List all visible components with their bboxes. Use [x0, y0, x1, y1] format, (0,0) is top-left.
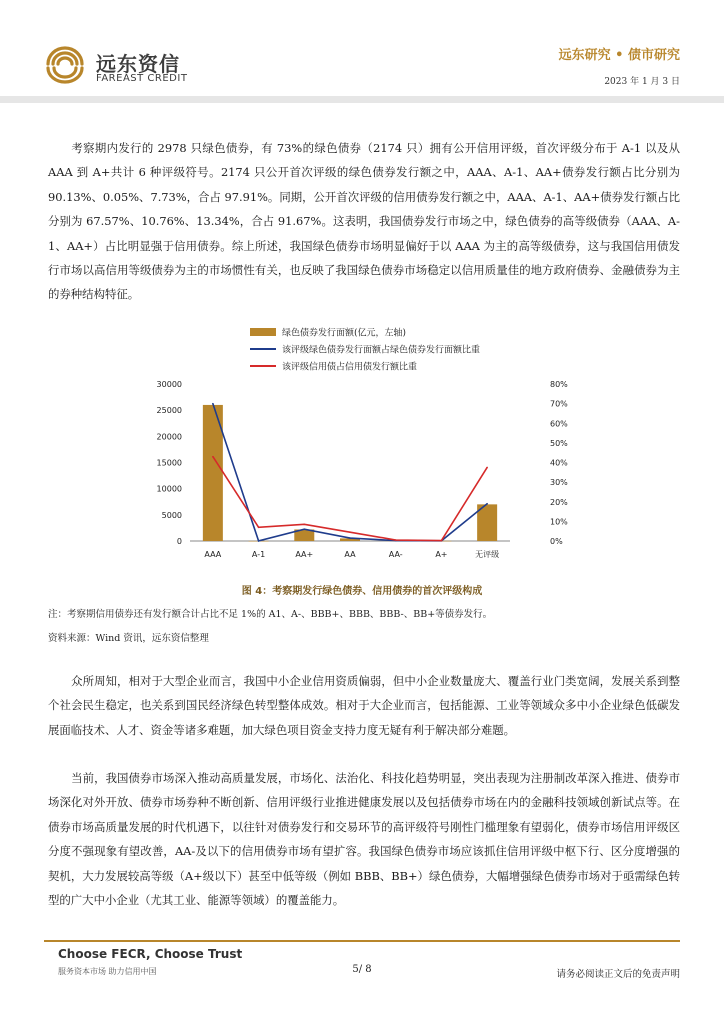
series-point-0	[212, 403, 214, 405]
report-section: 远东研究 • 债市研究	[558, 48, 680, 63]
paragraph-3	[48, 766, 680, 912]
legend-swatch-0	[250, 328, 276, 336]
brand-name-cn: 远东资信	[96, 52, 180, 76]
right-tick-label: 80%	[550, 380, 568, 389]
right-tick-label: 10%	[550, 517, 568, 527]
right-tick-label: 30%	[550, 478, 568, 488]
page-header	[0, 0, 724, 103]
report-date: 2023 年 1 月 3 日	[604, 77, 680, 87]
series-point-0	[486, 503, 488, 505]
right-tick-label: 50%	[550, 438, 568, 448]
right-tick-label: 40%	[550, 458, 568, 468]
left-tick-label: 15000	[156, 458, 182, 468]
right-tick-label: 70%	[550, 399, 568, 409]
paragraph-2-text: 众所周知，相对于大型企业而言，我国中小企业信用资质偏弱，但中小企业数量庞大、覆盖行业门类宽阔，发展关系到整个社会民生稳定，也关系到国民经济绿色转型整体成效。相对于大企业而言，包括能源、工业等领域众多中小企业绿色低碳发展面临技术、人才、资金等诸多难题，加大绿色项目资金支持力度无疑有利于解决部分难题。	[48, 674, 680, 737]
fareast-logo-icon	[40, 44, 90, 84]
footer-slogan: Choose FECR, Choose Trust	[58, 947, 243, 961]
right-tick-label: 20%	[550, 497, 568, 507]
series-point-1	[303, 524, 305, 526]
brand-name-en: FAREAST CREDIT	[96, 73, 188, 84]
left-tick-label: 0	[176, 537, 182, 546]
figure-caption: 图 4：考察期发行绿色债券、信用债券的首次评级构成	[241, 586, 483, 597]
paragraph-1	[48, 136, 680, 307]
paragraph-1-text: 考察期内发行的 2978 只绿色债券，有 73%的绿色债券（2174 只）拥有公开信用评级，首次评级分布于 A-1 以及从 AAA 到 A+共计 6 种评级符号。2174 只公开首次评级的绿色债券发行额之中，AAA、A-1、AA+债券发行额占比分别为 90.13%、0.05%、7.73%，合占 97.91%。同期，公开首次评级的信用债券发行额之中，AAA、A-1、AA+债券发行额占比分别为 67.57%、10.76%、13.34%，合占 91.67%。这表明，我国债券发行市场之中，绿色债券的高等级债券（AAA、A-1、AA+）占比明显强于信用债券。综上所述，我国绿色债券市场明显偏好于以 AAA 为主的高等级债券，这与我国信用债发行市场以高信用等级债券为主的市场惯性有关，也反映了我国绿色债券市场稳定以信用质量佳的地方政府债券、金融债券为主的券种结构特征。	[48, 141, 680, 302]
series-point-0	[303, 528, 305, 530]
left-tick-label: 25000	[156, 406, 182, 416]
category-label: AAA	[204, 550, 222, 559]
right-tick-label: 60%	[550, 419, 568, 429]
left-tick-label: 5000	[161, 510, 182, 520]
category-label: AA-	[388, 550, 403, 559]
series-point-1	[486, 467, 488, 469]
figure-note: 注：考察期信用债券还有发行额合计占比不足 1%的 A1、A-、BBB+、BBB、BBB-、BB+等债券发行。	[48, 609, 493, 620]
category-label: AA+	[295, 550, 314, 559]
left-tick-label: 10000	[156, 484, 182, 494]
series-point-1	[212, 456, 214, 458]
legend-label-1: 该评级绿色债券发行面额占绿色债券发行面额比重	[282, 345, 481, 356]
paragraph-3-text: 当前，我国债券市场深入推动高质量发展，市场化、法治化、科技化趋势明显，突出表现为注册制改革深入推进、债券市场深化对外开放、债券市场券种不断创新、信用评级行业推进健康发展以及包括债券市场在内的金融科技领域创新试点等。在债券市场高质量发展的时代机遇下，以往针对债券发行和交易环节的高评级符号刚性门槛理象有望弱化，债券市场信用评级区分度不强现象有望改善，AA-及以下的信用债券市场有望扩容。我国绿色债券市场应该抓住信用评级中枢下行、区分度增强的契机，大力发展较高等级（A+级以下）甚至中低等级（例如 BBB、BB+）绿色债券，大幅增强绿色债券市场对于亟需绿色转型的广大中小企业（尤其工业、能源等领域）的覆盖能力。	[48, 771, 680, 908]
footer-disclaimer: 请务必阅读正文后的免责声明	[556, 969, 680, 980]
series-point-1	[441, 540, 443, 542]
series-point-0	[258, 540, 260, 542]
paragraph-2	[48, 669, 680, 742]
category-label: AA	[344, 550, 356, 559]
figure-chart	[156, 322, 580, 582]
chart-svg	[156, 322, 580, 582]
series-point-1	[395, 539, 397, 541]
footer-divider	[44, 940, 680, 942]
legend-label-0: 绿色债券发行面额(亿元，左轴)	[282, 328, 407, 339]
left-tick-label: 30000	[156, 380, 182, 389]
right-tick-label: 0%	[550, 537, 563, 546]
category-label: A-1	[251, 550, 266, 559]
category-label: 无评级	[475, 550, 500, 559]
page-number: 5/ 8	[352, 964, 372, 975]
category-label: A+	[435, 550, 448, 559]
series-point-1	[258, 526, 260, 528]
series-point-0	[349, 537, 351, 539]
header-divider	[0, 96, 724, 103]
series-point-1	[349, 531, 351, 533]
left-tick-label: 20000	[156, 432, 182, 442]
legend-label-2: 该评级信用债占信用债发行额比重	[282, 362, 418, 373]
footer-subslogan: 服务资本市场 助力信用中国	[58, 967, 157, 976]
figure-source: 资料来源：Wind 资讯，远东资信整理	[48, 633, 209, 644]
